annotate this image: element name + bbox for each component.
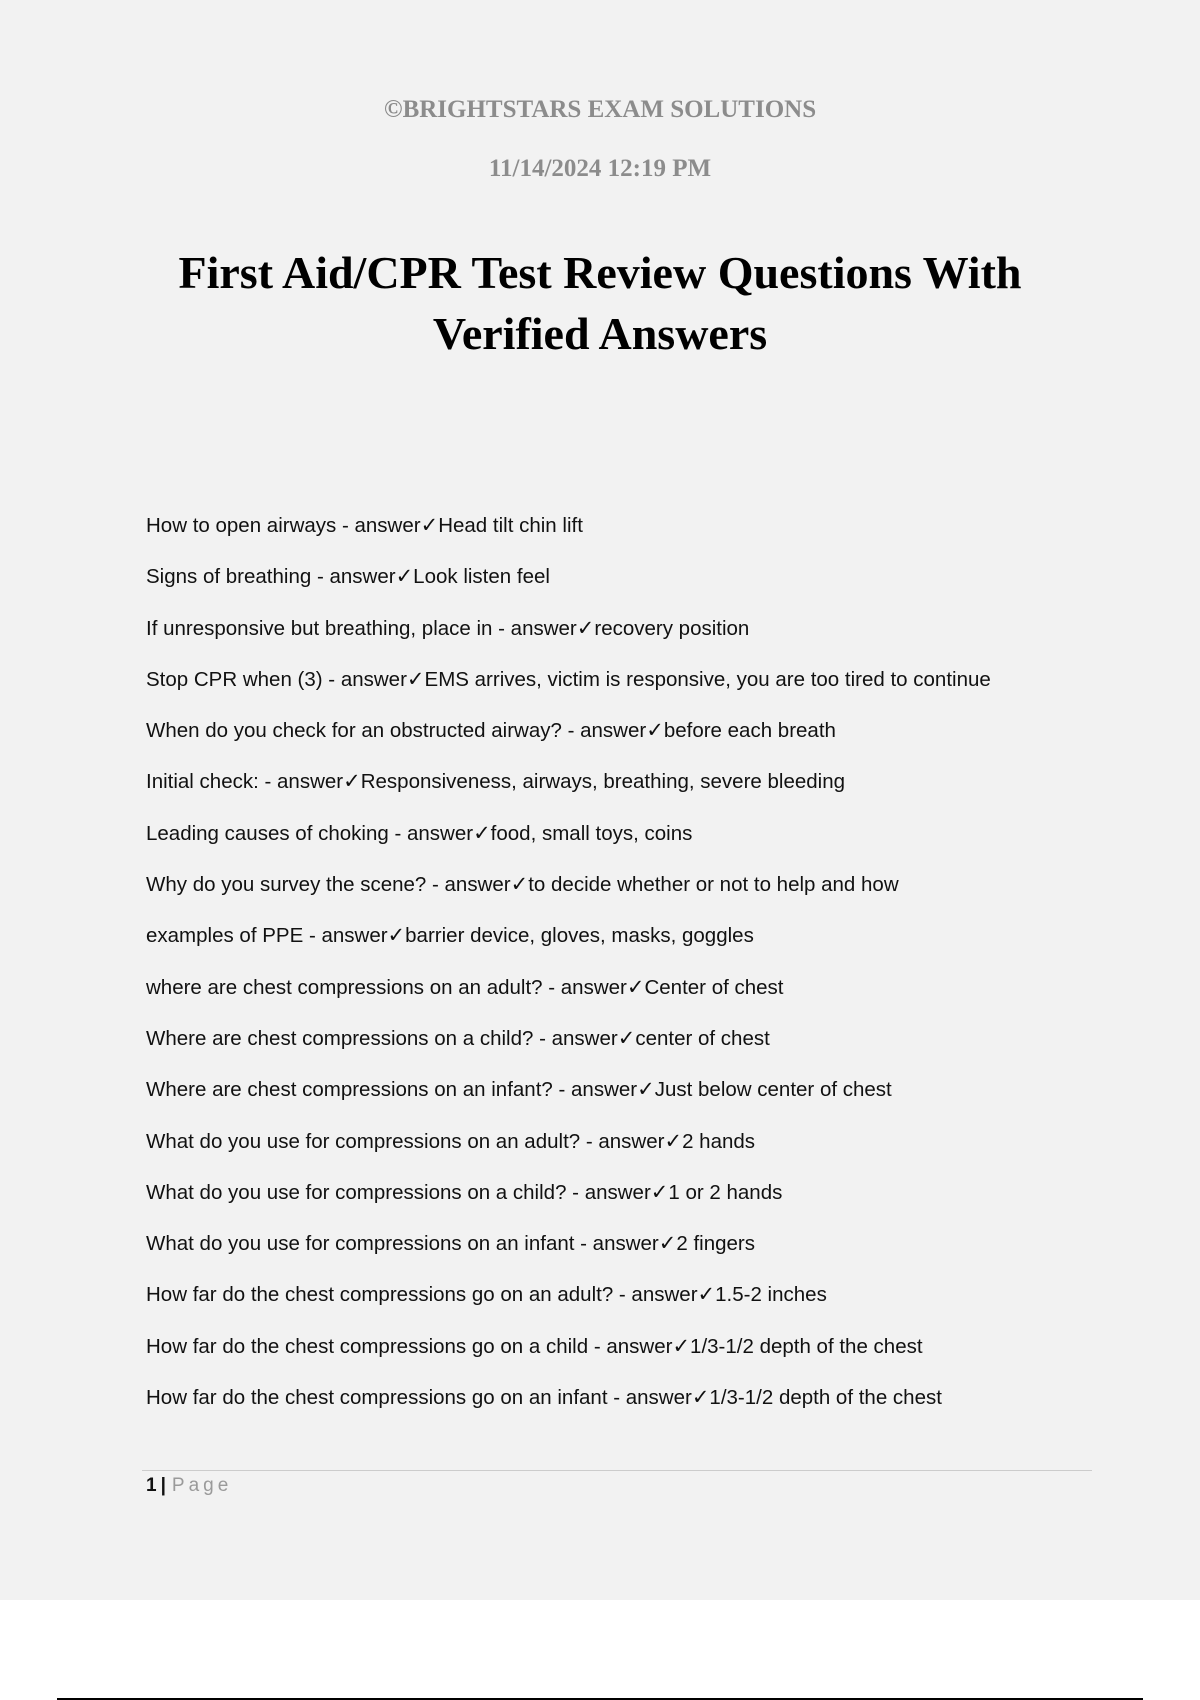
qa-item: [146, 1228, 1106, 1279]
qa-item: [146, 613, 1106, 664]
timestamp-header: 11/14/2024 12:19 PM: [488, 155, 712, 182]
check-icon: ✓: [406, 666, 425, 691]
qa-item: [146, 1177, 1106, 1228]
answer-text: 1 or 2 hands: [668, 1180, 783, 1204]
answer-text: center of chest: [635, 1026, 770, 1050]
question-text: How far do the chest compressions go on an infant - answer: [146, 1386, 692, 1410]
check-icon: ✓: [343, 769, 361, 794]
question-text: Initial check: - answer: [146, 770, 344, 794]
answer-text: recovery position: [594, 616, 750, 640]
page-footer: [146, 1475, 232, 1497]
check-icon: ✓: [672, 1333, 691, 1358]
copyright-header: ©BRIGHTSTARS EXAM SOLUTIONS: [383, 96, 817, 123]
qa-item: [146, 1023, 1106, 1074]
question-text: What do you use for compressions on a child? - answer: [146, 1180, 651, 1204]
answer-text: Just below center of chest: [654, 1078, 892, 1102]
qa-item: [146, 561, 1106, 612]
qa-item: [146, 818, 1106, 869]
question-text: Why do you survey the scene? - answer: [146, 873, 511, 897]
qa-item: [146, 1126, 1106, 1177]
answer-text: 2 hands: [682, 1129, 756, 1153]
answer-text: 2 fingers: [676, 1232, 756, 1256]
answer-text: Center of chest: [644, 975, 784, 999]
answer-text: to decide whether or not to help and how: [528, 873, 899, 897]
check-icon: ✓: [473, 820, 491, 845]
answer-text: barrier device, gloves, masks, goggles: [405, 924, 754, 948]
title-line-2: Verified Answers: [432, 308, 768, 359]
answer-text: Responsiveness, airways, breathing, severe bleeding: [360, 770, 846, 794]
question-text: where are chest compressions on an adult? - answer: [146, 975, 627, 999]
answer-text: 1.5-2 inches: [715, 1283, 827, 1307]
qa-item: [146, 715, 1106, 766]
answer-text: 1/3-1/2 depth of the chest: [709, 1386, 942, 1410]
question-text: When do you check for an obstructed airway? - answer: [146, 719, 647, 743]
check-icon: ✓: [697, 1282, 716, 1307]
check-icon: ✓: [617, 1025, 636, 1050]
question-text: Leading causes of choking - answer: [146, 821, 474, 845]
answer-text: 1/3-1/2 depth of the chest: [690, 1334, 923, 1358]
qa-item: [146, 1279, 1106, 1330]
question-text: How far do the chest compressions go on an adult? - answer: [146, 1283, 698, 1307]
answer-text: food, small toys, coins: [490, 821, 693, 845]
check-icon: ✓: [664, 1128, 683, 1153]
document-title: [100, 242, 1100, 364]
check-icon: ✓: [576, 615, 595, 640]
qa-item: [146, 766, 1106, 817]
check-icon: ✓: [626, 974, 645, 999]
check-icon: ✓: [395, 564, 414, 589]
page-label: Page: [171, 1475, 233, 1496]
qa-item: [146, 1382, 1106, 1433]
qa-item: [146, 972, 1106, 1023]
answer-text: Head tilt chin lift: [438, 514, 583, 537]
page-number: 1: [146, 1475, 157, 1496]
question-text: examples of PPE - answer: [146, 924, 388, 948]
answer-text: Look listen feel: [413, 565, 550, 589]
question-text: Where are chest compressions on a child? - answer: [146, 1026, 618, 1050]
qa-item: [146, 664, 1106, 715]
qa-item: [146, 1331, 1106, 1382]
question-text: If unresponsive but breathing, place in - answer: [146, 616, 577, 640]
check-icon: ✓: [691, 1385, 710, 1410]
answer-text: before each breath: [663, 719, 836, 743]
footer-separator: |: [160, 1475, 166, 1496]
question-text: What do you use for compressions on an infant - answer: [146, 1232, 659, 1256]
answer-text: EMS arrives, victim is responsive, you are too tired to continue: [424, 667, 991, 691]
question-text: How far do the chest compressions go on a child - answer: [146, 1334, 673, 1358]
qa-item: [146, 1074, 1106, 1125]
check-icon: ✓: [637, 1077, 655, 1102]
qa-list: [146, 510, 1106, 1433]
check-icon: ✓: [387, 923, 406, 948]
question-text: Signs of breathing - answer: [146, 565, 396, 589]
check-icon: ✓: [510, 872, 529, 897]
check-icon: ✓: [420, 513, 439, 537]
check-icon: ✓: [658, 1231, 677, 1256]
question-text: What do you use for compressions on an adult? - answer: [146, 1129, 665, 1153]
question-text: Stop CPR when (3) - answer: [146, 667, 407, 691]
qa-item: [146, 869, 1106, 920]
question-text: How to open airways - answer: [146, 514, 421, 537]
qa-item: [146, 920, 1106, 971]
check-icon: ✓: [646, 718, 664, 743]
footer-divider: [142, 1470, 1092, 1471]
title-line-1: First Aid/CPR Test Review Questions With: [178, 247, 1022, 298]
qa-item: [146, 510, 1106, 561]
question-text: Where are chest compressions on an infant? - answer: [146, 1078, 638, 1102]
check-icon: ✓: [650, 1179, 669, 1204]
